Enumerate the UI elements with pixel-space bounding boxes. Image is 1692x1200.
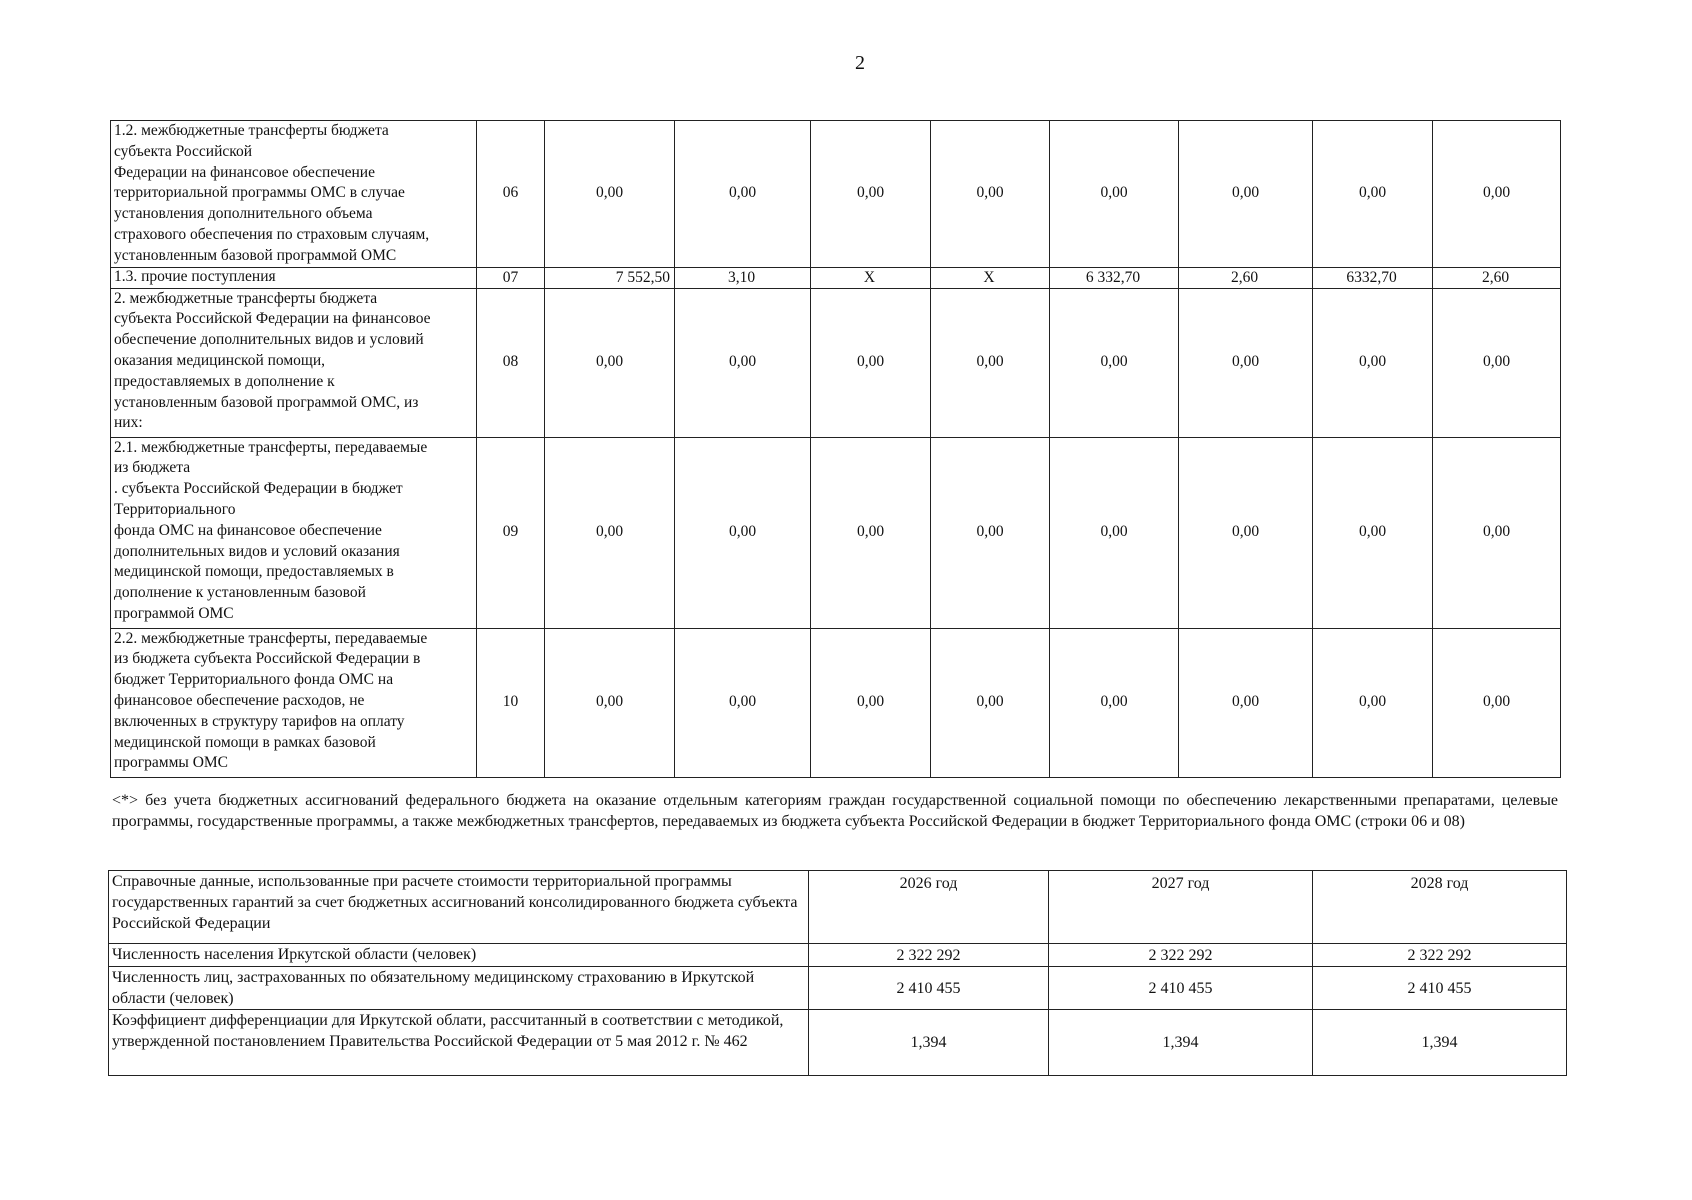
cell-value: 2 410 455 <box>1313 967 1567 1010</box>
cell-value: 1,394 <box>1049 1010 1313 1076</box>
cell-value: 0,00 <box>931 288 1050 437</box>
cell-value: 0,00 <box>545 288 675 437</box>
cell-value: 0,00 <box>675 121 811 268</box>
cell-value: 0,00 <box>1313 437 1433 628</box>
cell-value: 0,00 <box>675 437 811 628</box>
cell-value: X <box>931 267 1050 288</box>
row-code: 09 <box>477 437 545 628</box>
reference-header-label: Справочные данные, использованные при расчете стоимости территориальной программы государственных гарантий за счет бюджетных ассигнований консолидированного бюджета субъекта Российской Федерации <box>109 871 809 944</box>
reference-data-table <box>108 870 1567 1076</box>
cell-value: 0,00 <box>545 628 675 777</box>
cell-value: 2,60 <box>1179 267 1313 288</box>
table-row <box>109 967 1567 1010</box>
cell-value: 0,00 <box>1179 121 1313 268</box>
cell-value: 3,10 <box>675 267 811 288</box>
row-code: 08 <box>477 288 545 437</box>
cell-value: 0,00 <box>1433 121 1561 268</box>
cell-value: 0,00 <box>1313 628 1433 777</box>
budget-table <box>110 120 1561 778</box>
row-label: 2. межбюджетные трансферты бюджета субъекта Российской Федерации на финансовое обеспечение дополнительных видов и условий оказания медицинской помощи, предоставляемых в дополнение к установленным базовой программой ОМС, из них: <box>111 288 477 437</box>
cell-value: 2 322 292 <box>1313 944 1567 967</box>
cell-value: 0,00 <box>1433 628 1561 777</box>
row-label: 2.1. межбюджетные трансферты, передаваемые из бюджета . субъекта Российской Федерации в бюджет Территориального фонда ОМС на финансовое обеспечение дополнительных видов и условий оказания медицинской помощи, предоставляемых в дополнение к установленным базовой программой ОМС <box>111 437 477 628</box>
cell-value: 0,00 <box>1313 121 1433 268</box>
cell-value: 2 410 455 <box>1049 967 1313 1010</box>
row-code: 10 <box>477 628 545 777</box>
cell-value: 2,60 <box>1433 267 1561 288</box>
year-header: 2027 год <box>1049 871 1313 944</box>
cell-value: 0,00 <box>1179 288 1313 437</box>
cell-value: 1,394 <box>1313 1010 1567 1076</box>
row-label: 1.3. прочие поступления <box>111 267 477 288</box>
cell-value: 0,00 <box>1050 121 1179 268</box>
cell-value: 0,00 <box>1050 628 1179 777</box>
cell-value: 0,00 <box>1179 628 1313 777</box>
cell-value: 2 410 455 <box>809 967 1049 1010</box>
row-code: 07 <box>477 267 545 288</box>
cell-value: 0,00 <box>1050 437 1179 628</box>
cell-value: 0,00 <box>675 628 811 777</box>
cell-value: 0,00 <box>1179 437 1313 628</box>
cell-value: 1,394 <box>809 1010 1049 1076</box>
cell-value: 0,00 <box>1433 437 1561 628</box>
cell-value: 2 322 292 <box>809 944 1049 967</box>
year-header: 2026 год <box>809 871 1049 944</box>
row-label: 2.2. межбюджетные трансферты, передаваемые из бюджета субъекта Российской Федерации в бюджет Территориального фонда ОМС на финансовое обеспечение расходов, не включенных в структуру тарифов на оплату медицинской помощи в рамках базовой программы ОМС <box>111 628 477 777</box>
table-header-row <box>109 871 1567 944</box>
cell-value: 0,00 <box>545 437 675 628</box>
row-code: 06 <box>477 121 545 268</box>
cell-value: 0,00 <box>1313 288 1433 437</box>
row-label: Коэффициент дифференциации для Иркутской облати, рассчитанный в соответствии с методикой, утвержденной постановлением Правительства Российской Федерации от 5 мая 2012 г. № 462 <box>109 1010 809 1076</box>
cell-value: 0,00 <box>1433 288 1561 437</box>
year-header: 2028 год <box>1313 871 1567 944</box>
cell-value: 0,00 <box>811 288 931 437</box>
footnote: <*> без учета бюджетных ассигнований федерального бюджета на оказание отдельным категориям граждан государственной социальной помощи по обеспечению лекарственными препаратами, целевые программы, государственные программы, а также межбюджетных трансфертов, передаваемых из бюджета субъекта Российской Федерации в бюджет Территориального фонда ОМС (строки 06 и 08) <box>112 792 1558 830</box>
cell-value: 0,00 <box>545 121 675 268</box>
cell-value: 0,00 <box>811 437 931 628</box>
cell-value: 0,00 <box>931 121 1050 268</box>
table-row <box>109 1010 1567 1076</box>
table-row <box>111 267 1561 288</box>
cell-value: 0,00 <box>675 288 811 437</box>
cell-value: 7 552,50 <box>545 267 675 288</box>
cell-value: 0,00 <box>931 628 1050 777</box>
table-row <box>111 288 1561 437</box>
table-row <box>111 121 1561 268</box>
cell-value: 6332,70 <box>1313 267 1433 288</box>
table-row <box>109 944 1567 967</box>
cell-value: X <box>811 267 931 288</box>
cell-value: 0,00 <box>811 628 931 777</box>
cell-value: 2 322 292 <box>1049 944 1313 967</box>
row-label: Численность лиц, застрахованных по обязательному медицинскому страхованию в Иркутской области (человек) <box>109 967 809 1010</box>
cell-value: 0,00 <box>1050 288 1179 437</box>
page-number: 2 <box>855 52 865 74</box>
table-row <box>111 437 1561 628</box>
cell-value: 6 332,70 <box>1050 267 1179 288</box>
row-label: 1.2. межбюджетные трансферты бюджета субъекта Российской Федерации на финансовое обеспечение территориальной программы ОМС в случае установления дополнительного объема страхового обеспечения по страховым случаям, установленным базовой программой ОМС <box>111 121 477 268</box>
table-row <box>111 628 1561 777</box>
cell-value: 0,00 <box>811 121 931 268</box>
cell-value: 0,00 <box>931 437 1050 628</box>
row-label: Численность населения Иркутской области (человек) <box>109 944 809 967</box>
